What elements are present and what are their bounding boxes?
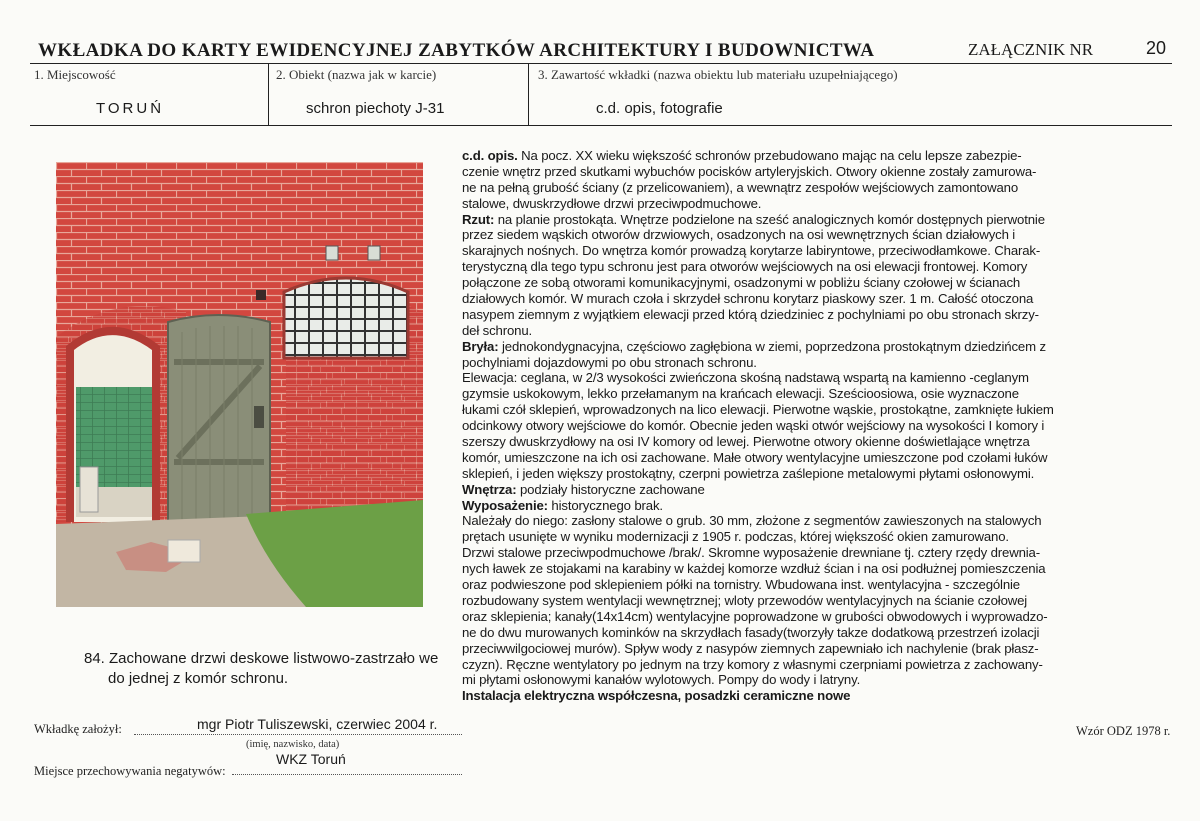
description-heading: Wnętrza: [462,481,517,497]
description-text-segment: mi płytami osłonowymi kanałów wylotowych. Pompy do wody i latryny. [462,672,861,688]
description-text-segment: Należały do niego: zasłony stalowe o grub. 30 mm, złożone z segmentów zawieszonych na stalowych [462,513,1042,529]
annex-number: 20 [1146,38,1167,58]
description-line [462,482,1162,498]
created-by-dots [134,734,462,735]
description-line [462,212,1162,228]
description-line [462,498,1162,514]
description-line [462,323,1162,339]
description-text-segment: sklepień, i jeden większy prostokątny, czerpni powietrza zaślepione metalowymi płytami osłonowymi. [462,465,1035,481]
description-line [462,196,1162,212]
bunker-door-photo [56,162,423,607]
description-text-segment: oraz sklepienia; kanały(14x14cm) wentylacyjne poprowadzone w grubości obwodowych i wyprowadzo- [462,608,1048,624]
content-value: c.d. opis, fotografie [596,100,723,117]
description-line [462,625,1162,641]
description-line [462,688,1162,704]
fields-rule [30,125,1172,126]
negatives-location-label: Miejsce przechowywania negatywów: [34,764,226,778]
description-text-segment: przez siedem wąskich otworów drzwiowych, osadzonych na osi wewnętrznych ścian działowych i [462,227,1016,243]
created-by-value: mgr Piotr Tuliszewski, czerwiec 2004 r. [197,716,438,732]
description-text [462,148,1162,704]
description-text-segment: Na pocz. XX wieku większość schronów przebudowano mając na celu lepsze zabezpie- [517,148,1022,163]
header-rule [30,63,1172,64]
object-value: schron piechoty J-31 [306,100,445,117]
description-text-segment: komór, umieszczone na ich osi zachowane. Małe otwory wentylacyjne umieszczone pod czołami łuków [462,449,1048,465]
description-line [462,227,1162,243]
negatives-location-value: WKZ Toruń [276,751,346,767]
description-text-segment: oraz podwieszone pod sklepieniem półki na tornistry. Wbudowana inst. wentylacyjna - szczególnie [462,577,1020,593]
description-text-segment: szerszy dwuskrzydłowy na osi IV komory od lewej. Pierwotne otwory okienne doświetlające wnętrza [462,434,1030,450]
description-line [462,529,1162,545]
description-text-segment: Elewacja: ceglana, w 2/3 wysokości zwieńczona skośną nadstawą wspartą na kamienno -ceglanym [462,370,1029,386]
description-text-segment: rozbudowany system wentylacji wewnętrznej; wloty przewodów wentylacyjnych na ścianie czołowej [462,592,1028,608]
description-line [462,355,1162,371]
description-text-segment: ne do dwu murowanych kominków na skrzydłach fasady(tworzyły takze dodatkową przestrzeń izolacji [462,624,1040,640]
description-line [462,593,1162,609]
description-text-segment: odcinkowy otwory wejściowe do komór. Obecnie jeden wąski otwór wejściowy na wysokości I komory i [462,418,1045,434]
form-template-label: Wzór ODZ 1978 r. [1076,724,1171,738]
description-text-segment: pochylniami dojazdowymi po obu stronach schronu. [462,354,757,370]
description-line [462,148,1162,164]
description-line [462,609,1162,625]
description-line [462,307,1162,323]
description-line [462,641,1162,657]
negatives-location-dots [232,774,462,775]
form-title: WKŁADKA DO KARTY EWIDENCYJNEJ ZABYTKÓW ARCHITEKTURY I BUDOWNICTWA [38,40,875,61]
description-text-segment: nych ławek ze stojakami na karabiny w każdej komorze wzdłuż ścian i na osi podłużnej pomieszczenia [462,561,1046,577]
description-line [462,561,1162,577]
description-text-segment: nasypem ziemnym z wyjątkiem elewacji przed którą dziedziniec z pochylniami po obu stronach skrzy- [462,306,1039,322]
description-heading: Wyposażenie: [462,497,548,513]
description-text-segment: przeciwwilgociowej murów). Spływ wody z nasypów ziemnych zapewniało ich nachylenie (brak płasz- [462,640,1039,656]
photo-caption: 84. Zachowane drzwi deskowe listwowo-zastrzało we [84,650,439,667]
description-text-segment: terystyczną dla tego typu schronu jest para otworów wejściowych na osi elewacji frontowej. Komory [462,259,1028,275]
description-line [462,577,1162,593]
description-text-segment: czyzn). Ręczne wentylatory po jednym na trzy komory z własnymi czerpniami powietrza z zachowany- [462,656,1043,672]
created-by-label: Wkładkę założył: [34,722,122,736]
description-line [462,450,1162,466]
description-heading: Instalacja elektryczna współczesna, posadzki ceramiczne nowe [462,688,851,704]
description-text-segment: Drzwi stalowe przeciwpodmuchowe /brak/. Skromne wyposażenie drewniane tj. cztery rzędy drewnia- [462,545,1040,561]
description-text-segment: skarajnych nośnych. Do wnętrza komór prowadzą korytarze labiryntowe, przeciwodłamkowe. Charak- [462,243,1041,259]
description-line [462,275,1162,291]
description-heading: c.d. opis. [462,148,518,163]
description-text-segment: podziały historyczne zachowane [516,481,705,497]
description-text-segment: deł schronu. [462,322,533,338]
description-line [462,466,1162,482]
description-line [462,386,1162,402]
description-text-segment: łukami czół sklepień, wprowadzonych na lico elewacji. Pierwotne wąskie, prostokątne, zamknięte łukiem [462,402,1054,418]
description-line [462,545,1162,561]
description-line [462,291,1162,307]
description-text-segment: gzymsie uskokowym, lekko przełamanym na krańcach elewacji. Sześcioosiowa, osie wyznaczone [462,386,1019,402]
description-text-segment: działowych komór. W murach czoła i skrzydeł schronu korytarz piaskowy szer. 1 m. Całość otoczona [462,291,1034,307]
description-text-segment: jednokondygnacyjna, częściowo zagłębiona w ziemi, poprzedzona prostokątnym dziedzińcem z [498,338,1046,354]
description-line [462,370,1162,386]
description-line [462,434,1162,450]
created-by-note: (imię, nazwisko, data) [246,739,340,750]
locality-label: 1. Miejscowość [34,67,116,82]
description-heading: Bryła: [462,338,499,354]
description-text-segment: czenie wnętrz przed skutkami wybuchów pocisków artyleryjskich. Otwory okienne zostały zamurowa- [462,163,1037,179]
field-divider [268,64,269,126]
annex-label: ZAŁĄCZNIK NR [968,40,1094,59]
description-text-segment: prętach usunięte w wyniku modernizacji z 1905 r. podczas, której większość okien zamurowano. [462,529,1009,545]
description-line [462,259,1162,275]
photo-caption-continued: do jednej z komór schronu. [108,670,289,687]
description-line [462,418,1162,434]
description-text-segment: historycznego brak. [547,497,663,513]
object-label: 2. Obiekt (nazwa jak w karcie) [276,67,437,82]
description-line [462,672,1162,688]
description-text-segment: na planie prostokąta. Wnętrze podzielone na sześć analogicznych komór dostępnych pierwotnie [494,211,1045,227]
description-heading: Rzut: [462,211,495,227]
description-line [462,657,1162,673]
description-text-segment: ne na pełną grubość ściany (z przelicowaniem), a wewnątrz zespołów wejściowych zamontowano [462,179,1019,195]
description-text-segment: połączone ze sobą otworami komunikacyjnymi, osadzonymi w pobliżu ściany czołowej w ścianach [462,275,1021,291]
locality-value: TORUŃ [96,100,165,117]
description-line [462,513,1162,529]
description-text-segment: stalowe, dwuskrzydłowe drzwi przeciwpodmuchowe. [462,195,762,211]
description-line [462,243,1162,259]
description-line [462,339,1162,355]
content-label: 3. Zawartość wkładki (nazwa obiektu lub materiału uzupełniającego) [538,67,898,82]
description-line [462,402,1162,418]
description-line [462,180,1162,196]
description-line [462,164,1162,180]
field-divider [528,64,529,126]
